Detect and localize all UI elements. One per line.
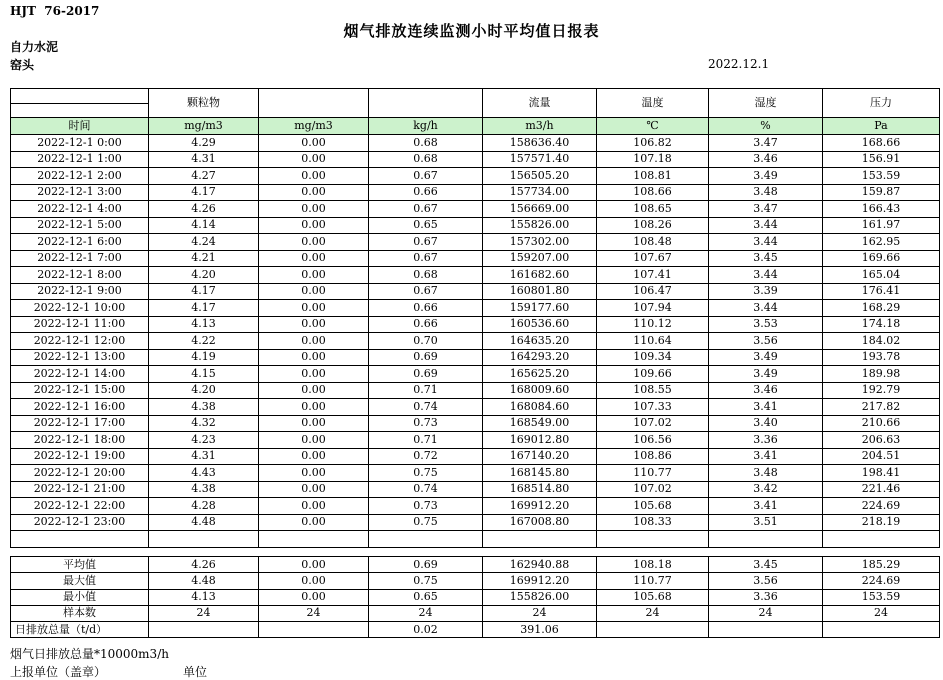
- value-cell: 206.63: [823, 432, 940, 449]
- value-cell: 0.69: [369, 349, 483, 366]
- value-cell: 3.46: [709, 382, 823, 399]
- time-cell: 2022-12-1 7:00: [11, 250, 149, 267]
- value-cell: 24: [369, 605, 483, 621]
- value-cell: 168.66: [823, 135, 940, 152]
- value-cell: 3.49: [709, 168, 823, 185]
- value-cell: 0.00: [259, 399, 369, 416]
- value-cell: 157571.40: [483, 151, 597, 168]
- value-cell: 24: [259, 605, 369, 621]
- table-row: [11, 481, 940, 498]
- value-cell: 4.20: [149, 382, 259, 399]
- value-cell: 153.59: [823, 168, 940, 185]
- footer-note: 烟气日排放总量*10000m3/h: [10, 647, 169, 661]
- value-cell: 24: [597, 605, 709, 621]
- table-row: [11, 283, 940, 300]
- summary-row: [11, 605, 940, 621]
- value-cell: 165625.20: [483, 366, 597, 383]
- value-cell: 0.00: [259, 201, 369, 218]
- empty-spacer-row: [11, 531, 940, 548]
- table-row: [11, 184, 940, 201]
- value-cell: 167008.80: [483, 514, 597, 531]
- value-cell: 189.98: [823, 366, 940, 383]
- value-cell: 0.00: [259, 366, 369, 383]
- time-cell: 2022-12-1 0:00: [11, 135, 149, 152]
- table-row: [11, 300, 940, 317]
- value-cell: 0.75: [369, 514, 483, 531]
- time-cell: 2022-12-1 10:00: [11, 300, 149, 317]
- value-cell: 4.23: [149, 432, 259, 449]
- value-cell: 3.49: [709, 366, 823, 383]
- value-cell: 0.69: [369, 557, 483, 573]
- unit-cell: ℃: [597, 118, 709, 135]
- report-unit-label: 上报单位（盖章）: [10, 665, 107, 679]
- value-cell: 0.00: [259, 184, 369, 201]
- value-cell: 0.75: [369, 465, 483, 482]
- time-cell: 2022-12-1 5:00: [11, 217, 149, 234]
- value-cell: 0.00: [259, 465, 369, 482]
- value-cell: 108.48: [597, 234, 709, 251]
- value-cell: 4.32: [149, 415, 259, 432]
- value-cell: 0.68: [369, 151, 483, 168]
- value-cell: 0.65: [369, 589, 483, 605]
- value-cell: 107.18: [597, 151, 709, 168]
- value-cell: 3.45: [709, 250, 823, 267]
- value-cell: 0.67: [369, 201, 483, 218]
- value-cell: 4.28: [149, 498, 259, 515]
- value-cell: 110.77: [597, 573, 709, 589]
- value-cell: 0.00: [259, 557, 369, 573]
- value-cell: 169912.20: [483, 573, 597, 589]
- time-cell: 2022-12-1 8:00: [11, 267, 149, 284]
- value-cell: 0.66: [369, 300, 483, 317]
- value-cell: 24: [483, 605, 597, 621]
- value-cell: 0.00: [259, 300, 369, 317]
- summary-label-cell: 平均值: [11, 557, 149, 573]
- value-cell: 193.78: [823, 349, 940, 366]
- table-row: [11, 514, 940, 531]
- value-cell: 4.38: [149, 399, 259, 416]
- value-cell: 0.00: [259, 151, 369, 168]
- time-cell: 2022-12-1 6:00: [11, 234, 149, 251]
- value-cell: 4.17: [149, 283, 259, 300]
- table-row: [11, 168, 940, 185]
- time-cell: 2022-12-1 17:00: [11, 415, 149, 432]
- value-cell: 107.67: [597, 250, 709, 267]
- value-cell: 4.20: [149, 267, 259, 284]
- value-cell: 0.00: [259, 168, 369, 185]
- value-cell: 157734.00: [483, 184, 597, 201]
- time-cell: 2022-12-1 14:00: [11, 366, 149, 383]
- value-cell: 0.68: [369, 267, 483, 284]
- time-header-bottom-cell: [11, 104, 149, 118]
- value-cell: 0.71: [369, 382, 483, 399]
- value-cell: 0.00: [259, 432, 369, 449]
- value-cell: 105.68: [597, 498, 709, 515]
- value-cell: 4.17: [149, 300, 259, 317]
- time-header-top-cell: [11, 89, 149, 104]
- page-title: 烟气排放连续监测小时平均值日报表: [343, 22, 600, 40]
- summary-row: [11, 573, 940, 589]
- empty-group-header-2: [369, 89, 483, 118]
- value-cell: 155826.00: [483, 217, 597, 234]
- value-cell: 110.12: [597, 316, 709, 333]
- value-cell: 0.67: [369, 250, 483, 267]
- time-cell: 2022-12-1 19:00: [11, 448, 149, 465]
- value-cell: 108.26: [597, 217, 709, 234]
- value-cell: 0.65: [369, 217, 483, 234]
- value-cell: 4.38: [149, 481, 259, 498]
- value-cell: 0.66: [369, 184, 483, 201]
- daily-total-row: [11, 622, 940, 638]
- time-cell: 2022-12-1 22:00: [11, 498, 149, 515]
- value-cell: 160536.60: [483, 316, 597, 333]
- value-cell: 4.22: [149, 333, 259, 350]
- report-table: [10, 88, 940, 548]
- time-label-cell: 时间: [11, 118, 149, 135]
- value-cell: [823, 622, 940, 638]
- summary-row: [11, 557, 940, 573]
- value-cell: 0.00: [259, 333, 369, 350]
- value-cell: 24: [149, 605, 259, 621]
- time-cell: 2022-12-1 1:00: [11, 151, 149, 168]
- unit-cell: Pa: [823, 118, 940, 135]
- value-cell: 109.34: [597, 349, 709, 366]
- value-cell: 24: [823, 605, 940, 621]
- value-cell: 218.19: [823, 514, 940, 531]
- unit-cell: mg/m3: [149, 118, 259, 135]
- value-cell: 4.31: [149, 151, 259, 168]
- value-cell: 0.74: [369, 399, 483, 416]
- time-cell: 2022-12-1 18:00: [11, 432, 149, 449]
- flow-header: 流量: [483, 89, 597, 118]
- value-cell: 4.43: [149, 465, 259, 482]
- monitoring-point: 窑头: [10, 58, 35, 72]
- value-cell: 0.00: [259, 135, 369, 152]
- unit-cell: kg/h: [369, 118, 483, 135]
- value-cell: 224.69: [823, 573, 940, 589]
- value-cell: 0.00: [259, 481, 369, 498]
- value-cell: 164635.20: [483, 333, 597, 350]
- value-cell: [597, 622, 709, 638]
- value-cell: 3.47: [709, 201, 823, 218]
- value-cell: 4.17: [149, 184, 259, 201]
- table-row: [11, 151, 940, 168]
- value-cell: 0.74: [369, 481, 483, 498]
- value-cell: 0.00: [259, 267, 369, 284]
- value-cell: 4.48: [149, 573, 259, 589]
- table-row: [11, 250, 940, 267]
- value-cell: 168009.60: [483, 382, 597, 399]
- table-row: [11, 432, 940, 449]
- value-cell: 210.66: [823, 415, 940, 432]
- table-row: [11, 316, 940, 333]
- value-cell: 158636.40: [483, 135, 597, 152]
- value-cell: 3.44: [709, 217, 823, 234]
- value-cell: 162.95: [823, 234, 940, 251]
- value-cell: 160801.80: [483, 283, 597, 300]
- value-cell: 168.29: [823, 300, 940, 317]
- value-cell: 161.97: [823, 217, 940, 234]
- table-row: [11, 349, 940, 366]
- value-cell: 4.21: [149, 250, 259, 267]
- value-cell: 106.82: [597, 135, 709, 152]
- value-cell: 110.77: [597, 465, 709, 482]
- summary-row: [11, 589, 940, 605]
- value-cell: [709, 622, 823, 638]
- value-cell: 0.67: [369, 283, 483, 300]
- value-cell: 109.66: [597, 366, 709, 383]
- daily-total-label-cell: 日排放总量（t/d）: [11, 622, 149, 638]
- value-cell: 4.26: [149, 201, 259, 218]
- summary-table: [10, 556, 940, 638]
- value-cell: 3.46: [709, 151, 823, 168]
- value-cell: 0.66: [369, 316, 483, 333]
- table-row: [11, 201, 940, 218]
- value-cell: 4.27: [149, 168, 259, 185]
- value-cell: 4.13: [149, 589, 259, 605]
- value-cell: 108.81: [597, 168, 709, 185]
- value-cell: 0.00: [259, 382, 369, 399]
- time-cell: 2022-12-1 21:00: [11, 481, 149, 498]
- value-cell: 198.41: [823, 465, 940, 482]
- time-cell: 2022-12-1 20:00: [11, 465, 149, 482]
- value-cell: 106.47: [597, 283, 709, 300]
- value-cell: 108.65: [597, 201, 709, 218]
- unit-cell: m3/h: [483, 118, 597, 135]
- value-cell: 168549.00: [483, 415, 597, 432]
- value-cell: 0.00: [259, 415, 369, 432]
- value-cell: 107.33: [597, 399, 709, 416]
- value-cell: 169.66: [823, 250, 940, 267]
- value-cell: [149, 622, 259, 638]
- time-cell: 2022-12-1 12:00: [11, 333, 149, 350]
- unit-label: 单位: [183, 665, 208, 679]
- value-cell: 108.66: [597, 184, 709, 201]
- value-cell: 3.41: [709, 399, 823, 416]
- table-row: [11, 399, 940, 416]
- value-cell: 108.55: [597, 382, 709, 399]
- particulate-header: 颗粒物: [149, 89, 259, 118]
- value-cell: 3.56: [709, 333, 823, 350]
- value-cell: 168084.60: [483, 399, 597, 416]
- unit-cell: %: [709, 118, 823, 135]
- value-cell: 166.43: [823, 201, 940, 218]
- company-name: 自力水泥: [10, 40, 59, 54]
- value-cell: 3.49: [709, 349, 823, 366]
- value-cell: 0.00: [259, 498, 369, 515]
- value-cell: 3.36: [709, 589, 823, 605]
- value-cell: 0.00: [259, 217, 369, 234]
- value-cell: 221.46: [823, 481, 940, 498]
- value-cell: 3.44: [709, 300, 823, 317]
- time-cell: 2022-12-1 11:00: [11, 316, 149, 333]
- value-cell: 3.48: [709, 465, 823, 482]
- value-cell: 3.41: [709, 448, 823, 465]
- value-cell: 184.02: [823, 333, 940, 350]
- time-cell: 2022-12-1 4:00: [11, 201, 149, 218]
- value-cell: 4.26: [149, 557, 259, 573]
- value-cell: 0.67: [369, 168, 483, 185]
- value-cell: 3.44: [709, 267, 823, 284]
- value-cell: 157302.00: [483, 234, 597, 251]
- value-cell: 107.02: [597, 481, 709, 498]
- unit-cell: mg/m3: [259, 118, 369, 135]
- value-cell: 156505.20: [483, 168, 597, 185]
- value-cell: 0.00: [259, 349, 369, 366]
- value-cell: 165.04: [823, 267, 940, 284]
- value-cell: 110.64: [597, 333, 709, 350]
- value-cell: 0.75: [369, 573, 483, 589]
- value-cell: 391.06: [483, 622, 597, 638]
- value-cell: 3.53: [709, 316, 823, 333]
- table-row: [11, 333, 940, 350]
- value-cell: 24: [709, 605, 823, 621]
- table-row: [11, 135, 940, 152]
- temperature-header: 温度: [597, 89, 709, 118]
- value-cell: 174.18: [823, 316, 940, 333]
- value-cell: 3.56: [709, 573, 823, 589]
- value-cell: 156.91: [823, 151, 940, 168]
- table-row: [11, 448, 940, 465]
- value-cell: 0.70: [369, 333, 483, 350]
- value-cell: 3.39: [709, 283, 823, 300]
- table-row: [11, 234, 940, 251]
- value-cell: 3.47: [709, 135, 823, 152]
- pressure-header: 压力: [823, 89, 940, 118]
- value-cell: 107.02: [597, 415, 709, 432]
- value-cell: 162940.88: [483, 557, 597, 573]
- value-cell: 0.00: [259, 234, 369, 251]
- value-cell: 169912.20: [483, 498, 597, 515]
- value-cell: 3.48: [709, 184, 823, 201]
- value-cell: 0.69: [369, 366, 483, 383]
- value-cell: 107.94: [597, 300, 709, 317]
- table-row: [11, 382, 940, 399]
- value-cell: 164293.20: [483, 349, 597, 366]
- value-cell: 204.51: [823, 448, 940, 465]
- value-cell: 4.29: [149, 135, 259, 152]
- header-group-row: [11, 89, 940, 104]
- value-cell: 4.19: [149, 349, 259, 366]
- value-cell: 0.00: [259, 589, 369, 605]
- value-cell: 156669.00: [483, 201, 597, 218]
- value-cell: 0.02: [369, 622, 483, 638]
- value-cell: 159.87: [823, 184, 940, 201]
- time-cell: 2022-12-1 16:00: [11, 399, 149, 416]
- value-cell: 0.00: [259, 250, 369, 267]
- value-cell: 153.59: [823, 589, 940, 605]
- value-cell: 0.73: [369, 415, 483, 432]
- report-date: 2022.12.1: [708, 57, 770, 71]
- value-cell: 3.41: [709, 498, 823, 515]
- value-cell: 192.79: [823, 382, 940, 399]
- value-cell: 3.36: [709, 432, 823, 449]
- value-cell: 168514.80: [483, 481, 597, 498]
- value-cell: 4.31: [149, 448, 259, 465]
- time-cell: 2022-12-1 9:00: [11, 283, 149, 300]
- value-cell: 155826.00: [483, 589, 597, 605]
- value-cell: 3.45: [709, 557, 823, 573]
- value-cell: 185.29: [823, 557, 940, 573]
- value-cell: 3.40: [709, 415, 823, 432]
- value-cell: 167140.20: [483, 448, 597, 465]
- value-cell: 0.73: [369, 498, 483, 515]
- value-cell: 176.41: [823, 283, 940, 300]
- value-cell: 0.71: [369, 432, 483, 449]
- units-row: [11, 118, 940, 135]
- time-cell: 2022-12-1 15:00: [11, 382, 149, 399]
- value-cell: 3.42: [709, 481, 823, 498]
- value-cell: 169012.80: [483, 432, 597, 449]
- value-cell: 217.82: [823, 399, 940, 416]
- value-cell: 108.86: [597, 448, 709, 465]
- value-cell: 107.41: [597, 267, 709, 284]
- standard-code: HJT 76-2017: [10, 4, 100, 18]
- value-cell: 105.68: [597, 589, 709, 605]
- value-cell: 0.00: [259, 448, 369, 465]
- value-cell: 224.69: [823, 498, 940, 515]
- value-cell: 108.18: [597, 557, 709, 573]
- summary-label-cell: 样本数: [11, 605, 149, 621]
- value-cell: 0.72: [369, 448, 483, 465]
- value-cell: 4.15: [149, 366, 259, 383]
- summary-label-cell: 最小值: [11, 589, 149, 605]
- table-row: [11, 415, 940, 432]
- value-cell: 0.00: [259, 573, 369, 589]
- value-cell: 108.33: [597, 514, 709, 531]
- value-cell: [259, 622, 369, 638]
- value-cell: 0.00: [259, 316, 369, 333]
- time-cell: 2022-12-1 2:00: [11, 168, 149, 185]
- value-cell: 4.48: [149, 514, 259, 531]
- value-cell: 0.00: [259, 514, 369, 531]
- time-cell: 2022-12-1 23:00: [11, 514, 149, 531]
- value-cell: 159177.60: [483, 300, 597, 317]
- value-cell: 4.24: [149, 234, 259, 251]
- table-row: [11, 267, 940, 284]
- time-cell: 2022-12-1 3:00: [11, 184, 149, 201]
- value-cell: 3.44: [709, 234, 823, 251]
- time-cell: 2022-12-1 13:00: [11, 349, 149, 366]
- value-cell: 3.51: [709, 514, 823, 531]
- value-cell: 4.13: [149, 316, 259, 333]
- value-cell: 106.56: [597, 432, 709, 449]
- humidity-header: 湿度: [709, 89, 823, 118]
- value-cell: 161682.60: [483, 267, 597, 284]
- value-cell: 0.68: [369, 135, 483, 152]
- value-cell: 168145.80: [483, 465, 597, 482]
- table-row: [11, 366, 940, 383]
- empty-group-header-1: [259, 89, 369, 118]
- value-cell: 0.00: [259, 283, 369, 300]
- table-row: [11, 217, 940, 234]
- table-row: [11, 465, 940, 482]
- table-row: [11, 498, 940, 515]
- value-cell: 159207.00: [483, 250, 597, 267]
- value-cell: 0.67: [369, 234, 483, 251]
- value-cell: 4.14: [149, 217, 259, 234]
- summary-label-cell: 最大值: [11, 573, 149, 589]
